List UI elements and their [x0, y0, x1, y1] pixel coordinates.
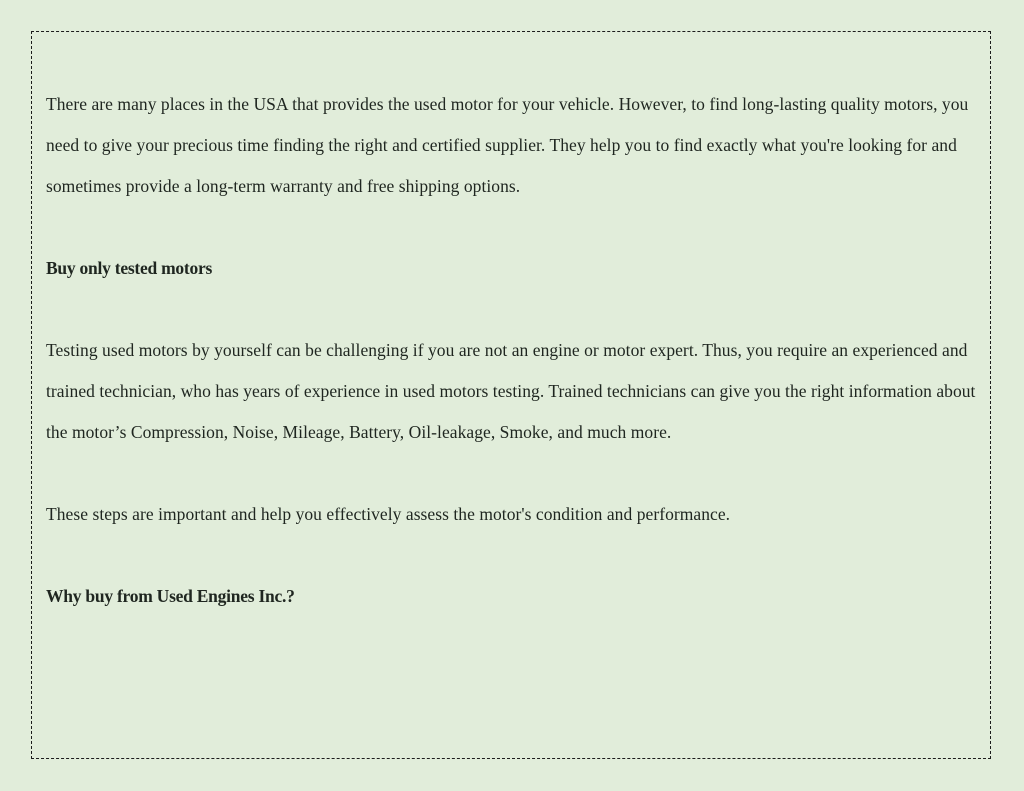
- spacer: [46, 207, 976, 248]
- spacer: [46, 453, 976, 494]
- intro-paragraph: There are many places in the USA that provides the used motor for your vehicle. However, to find long-lasting quality motors, you need to give your precious time finding the right and certified supplier. They help you to find exactly what you're looking for and sometimes provide a long-term warranty and free shipping options.: [46, 94, 969, 196]
- section-heading-tested-motors: Buy only tested motors: [46, 258, 213, 278]
- spacer: [46, 289, 976, 330]
- steps-paragraph: These steps are important and help you effectively assess the motor's condition and performance.: [46, 504, 731, 524]
- spacer: [46, 535, 976, 576]
- article-body: [46, 84, 976, 617]
- section-heading-why-buy: Why buy from Used Engines Inc.?: [46, 586, 295, 606]
- testing-paragraph: Testing used motors by yourself can be challenging if you are not an engine or motor expert. Thus, you require an experienced and trained technician, who has years of experience in used motors testing. Trained technicians can give you the right information about the motor’s Compression, Noise, Mileage, Battery, Oil-leakage, Smoke, and much more.: [46, 340, 976, 442]
